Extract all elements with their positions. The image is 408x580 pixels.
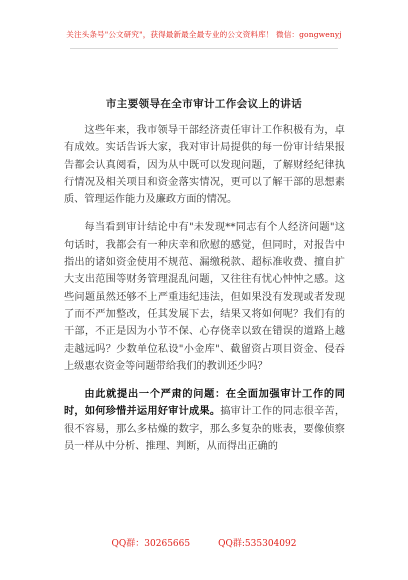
paragraph-lead: 由此就提出一个严肃的问题：在全面加强审计工作的同时，如何珍惜并运用好审计成果。 xyxy=(64,388,345,418)
paragraph-text: 每当看到审计结论中有"未发现**同志有个人经济问题"这句话时，我都会有一种庆幸和欣慰的感觉，但同时，对报告中指出的诸如资金使用不规范、漏缴税款、超标准收费、擅自扩大支出范围等财务管理混乱问题，又往往有忧心忡忡之感。这些问题虽然还够不上严重违纪违法，但如果没有发现或者发现了而不严加整改，任其发展下去，结果又将如何呢？我们有的干部，不正是因为小节不保、心存侥幸以致在错误的道路上越走越远吗？少数单位私设"小金库"、截留资占项目资金、侵吞上级惠农资金等问题带给我们的教训还少吗？ xyxy=(64,222,345,372)
paragraph-text: 这些年来，我市领导干部经济责任审计工作积极有为，卓有成效。实话告诉大家，我对审计局提供的每一份审计结果报告都会认真阅看，因为从中既可以发现问题，了解财经纪律执行情况及相关项目和资金落实情况，更可以了解干部的思想素质、管理运作能力及廉政方面的情况。 xyxy=(64,125,345,206)
footer-qq-group-1: QQ群：30265665 xyxy=(111,539,191,549)
header-divider xyxy=(70,48,338,49)
paragraph-3 xyxy=(64,386,345,455)
paragraph-text: 搞审计工作的同志很辛苦，很不容易，那么多枯燥的数字，那么多复杂的账表，要像侦察员一样从中分析、推理、判断，从而得出正确的 xyxy=(64,406,346,453)
paragraph-1 xyxy=(64,122,345,208)
document-title: 市主要领导在全市审计工作会议上的讲话 xyxy=(105,98,303,110)
top-banner: 关注头条号"公文研究"，获得最新最全最专业的公文资料库！ 微信：gongwenyj xyxy=(66,30,342,39)
document-body xyxy=(64,122,345,466)
paragraph-2 xyxy=(64,219,345,375)
footer-contacts xyxy=(0,536,408,549)
footer-qq-group-2: QQ群:535304092 xyxy=(218,539,297,549)
